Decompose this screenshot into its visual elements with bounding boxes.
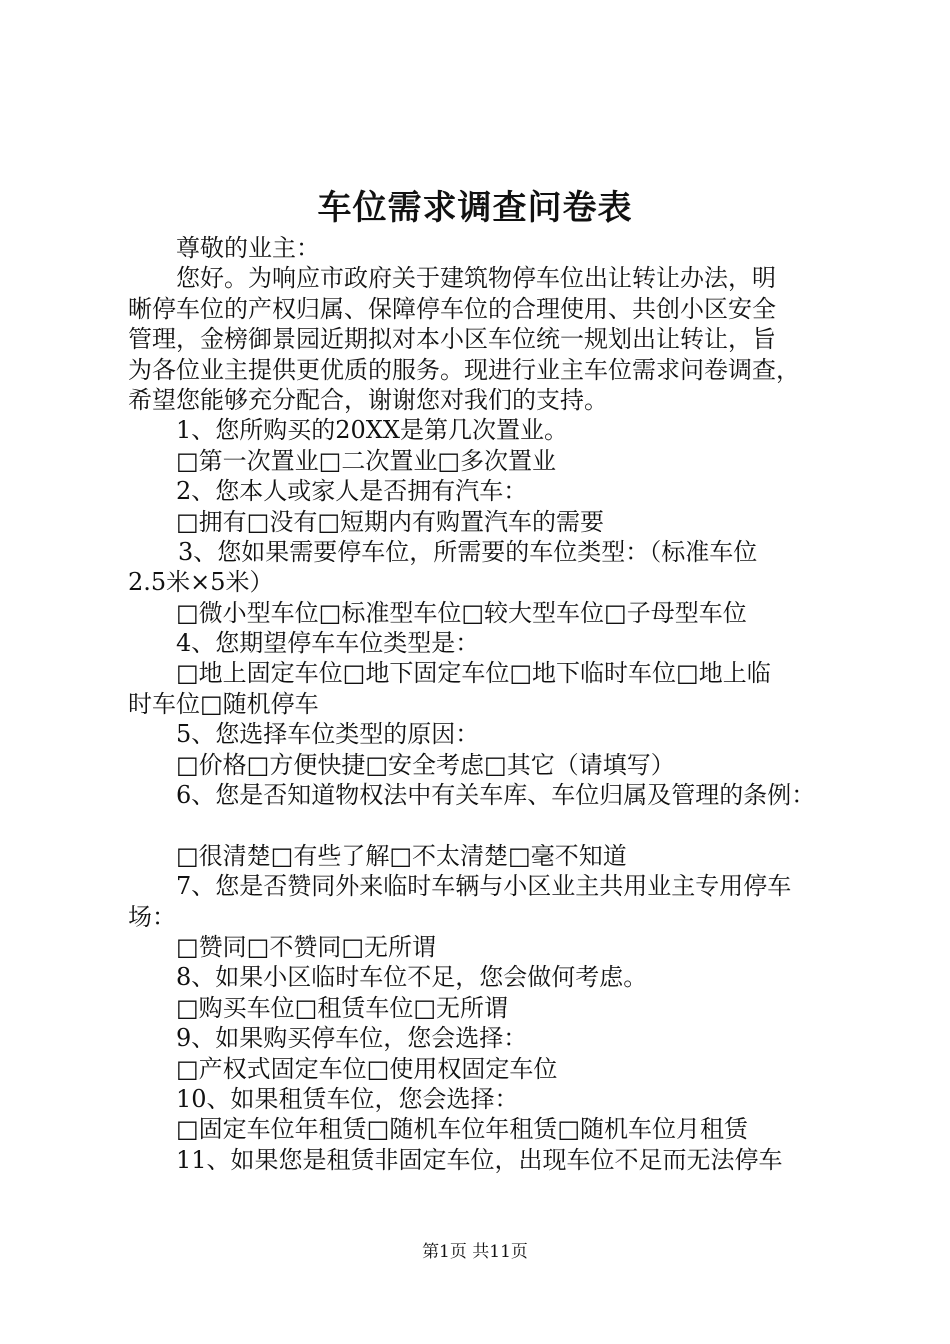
question-3: 3、您如果需要停车位，所需要的车位类型：（标准车位 <box>178 537 758 566</box>
question-9-options: □产权式固定车位□使用权固定车位 <box>176 1054 558 1083</box>
question-10-options: □固定车位年租赁□随机车位年租赁□随机车位月租赁 <box>176 1115 749 1144</box>
page-footer: 第1页 共11页 <box>422 1242 528 1262</box>
question-2-options: □拥有□没有□短期内有购置汽车的需要 <box>176 507 605 536</box>
document-body <box>128 233 840 1175</box>
question-3-options: □微小型车位□标准型车位□较大型车位□子母型车位 <box>176 598 747 627</box>
question-3-continued: 2.5米×5米） <box>128 568 274 597</box>
intro-line: 管理，金榜御景园近期拟对本小区车位统一规划出让转让，旨 <box>128 325 776 354</box>
question-7: 7、您是否赞同外来临时车辆与小区业主共用业主专用停车 <box>176 872 792 901</box>
question-9: 9、如果购买停车位，您会选择： <box>176 1024 528 1053</box>
question-5-options: □价格□方便快捷□安全考虑□其它（请填写） <box>176 750 675 779</box>
question-6: 6、您是否知道物权法中有关车库、车位归属及管理的条例： <box>176 781 816 810</box>
question-4-options: □地上固定车位□地下固定车位□地下临时车位□地上临 <box>176 659 771 688</box>
question-4-options-continued: 时车位□随机停车 <box>128 689 319 718</box>
question-8-options: □购买车位□租赁车位□无所谓 <box>176 993 509 1022</box>
intro-line: 晰停车位的产权归属、保障停车位的合理使用、共创小区安全 <box>128 294 776 323</box>
intro-line: 希望您能够充分配合，谢谢您对我们的支持。 <box>128 385 608 414</box>
greeting: 尊敬的业主： <box>176 234 320 262</box>
question-7-continued: 场： <box>128 902 176 931</box>
question-1-options: □第一次置业□二次置业□多次置业 <box>176 446 557 475</box>
intro-line: 为各位业主提供更优质的服务。现进行业主车位需求问卷调查， <box>128 355 800 384</box>
question-2: 2、您本人或家人是否拥有汽车： <box>176 477 528 506</box>
question-8: 8、如果小区临时车位不足，您会做何考虑。 <box>176 963 648 992</box>
document-title: 车位需求调查问卷表 <box>317 188 633 228</box>
intro-line: 您好。为响应市政府关于建筑物停车位出让转让办法，明 <box>176 264 776 293</box>
question-4: 4、您期望停车车位类型是： <box>176 629 480 658</box>
question-6-options: □很清楚□有些了解□不太清楚□毫不知道 <box>176 841 627 870</box>
question-1: 1、您所购买的20XX是第几次置业。 <box>176 416 568 445</box>
question-11: 11、如果您是租赁非固定车位，出现车位不足而无法停车 <box>176 1145 783 1174</box>
question-10: 10、如果租赁车位，您会选择： <box>176 1084 519 1113</box>
question-5: 5、您选择车位类型的原因： <box>176 720 480 749</box>
blank-line <box>128 810 840 840</box>
question-7-options: □赞同□不赞同□无所谓 <box>176 932 437 961</box>
